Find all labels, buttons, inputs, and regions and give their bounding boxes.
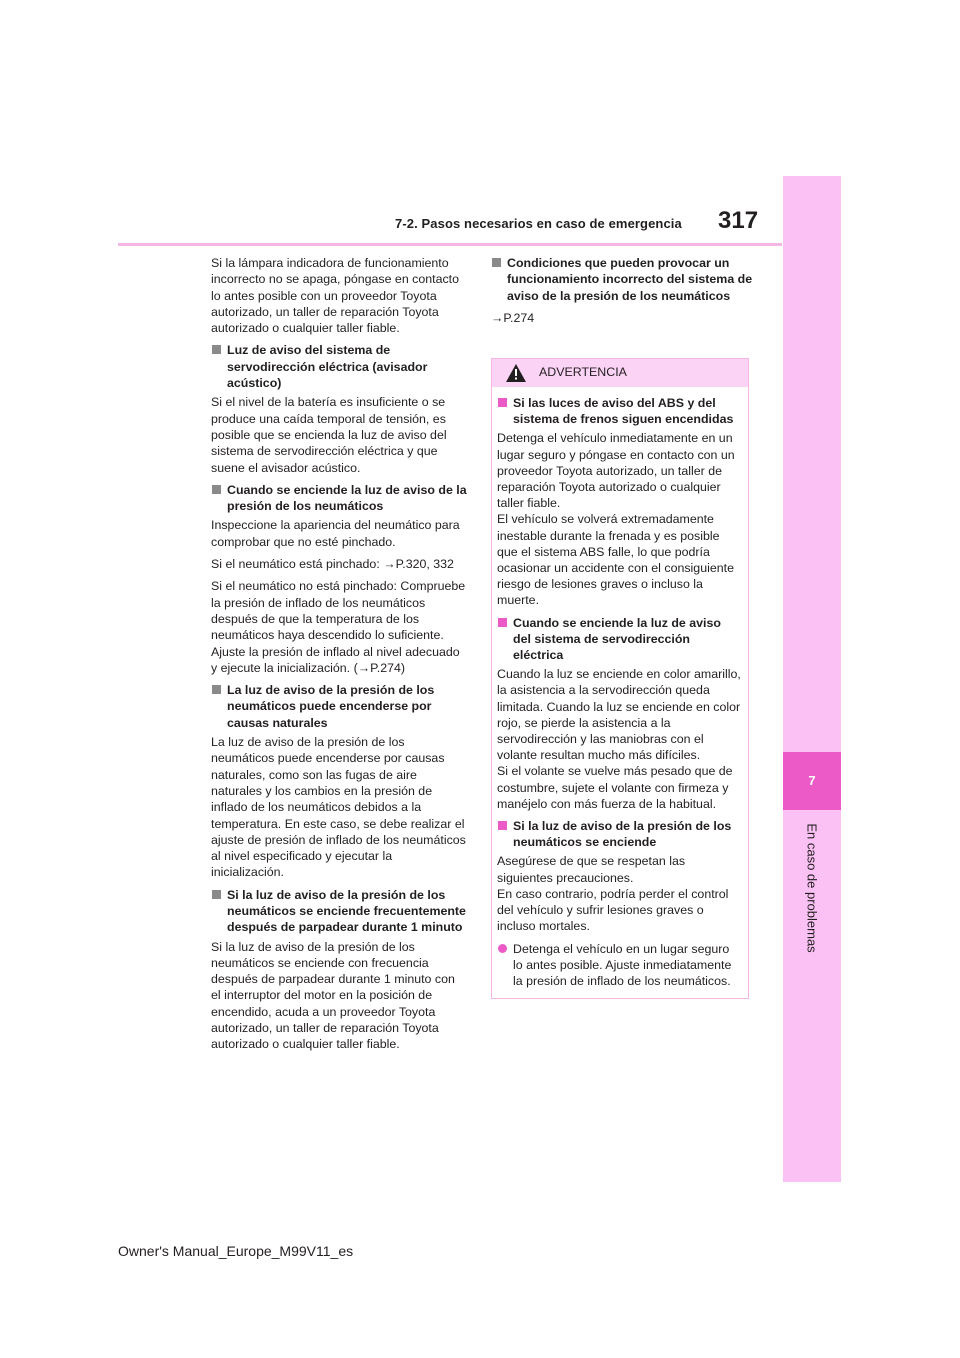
paragraph: La luz de aviso de la presión de los neumáticos puede encenderse por causas naturales, como son las fugas de aire naturales y los cambios en la presión de inflado de los neumáticos debidos a la temperatura. En este caso, se debe realizar el ajuste de presión de inflado de los neumáticos al nivel especificado y ejecutar la inicialización. — [211, 735, 466, 880]
warning-triangle-icon — [506, 364, 526, 382]
chapter-side-tab — [783, 176, 841, 1182]
warning-paragraph: Cuando la luz se enciende en color amarillo, la asistencia a la servodirección queda limitada. Cuando la luz se enciende en color rojo, se pierde la asistencia a la servodirección y las maniobras con el volante resultan mucho más difíciles. — [497, 667, 741, 763]
chapter-title: En caso de problemas — [804, 823, 820, 953]
warning-body — [492, 387, 748, 989]
warning-title: ADVERTENCIA — [539, 365, 627, 379]
heading-text: Cuando se enciende la luz de aviso de la presión de los neumáticos — [227, 482, 467, 514]
intro-paragraph: Si la lámpara indicadora de funcionamiento incorrecto no se apaga, póngase en contacto lo antes posible con un proveedor Toyota autorizado, un taller de reparación Toyota autorizado o cualquier taller fiable. — [211, 256, 459, 336]
warning-paragraph: Si el volante se vuelve más pesado que de costumbre, sujete el volante con firmeza y manéjelo con más fuerza de la habitual. — [497, 764, 733, 811]
heading-text: Si las luces de aviso del ABS y del sistema de frenos siguen encendidas — [513, 396, 734, 427]
round-bullet-icon — [498, 944, 507, 953]
warning-bullet — [497, 941, 741, 990]
warning-paragraph: Asegúrese de que se respetan las siguientes precauciones. — [497, 854, 686, 885]
heading-text: Condiciones que pueden provocar un funcionamiento incorrecto del sistema de aviso de la presión de los neumáticos — [507, 256, 753, 303]
square-bullet-icon — [498, 821, 507, 830]
warning-paragraph: En caso contrario, podría perder el control del vehículo y sufrir lesiones graves o incluso mortales. — [497, 886, 729, 934]
warning-heading — [497, 615, 741, 664]
heading-text: Si la luz de aviso de la presión de los neumáticos se enciende frecuentemente después de parpadear durante 1 minuto — [227, 887, 466, 935]
footer-manual-id: Owner's Manual_Europe_M99V11_es — [118, 1243, 354, 1259]
page-reference: →P.274 — [491, 310, 535, 325]
warning-heading — [497, 818, 741, 850]
paragraph: Si el neumático está pinchado: →P.320, 332 — [211, 557, 454, 572]
square-bullet-icon — [498, 398, 507, 407]
right-column — [491, 255, 753, 332]
chapter-number: 7 — [808, 773, 816, 788]
heading-text: Luz de aviso del sistema de servodirección eléctrica (avisador acústico) — [227, 343, 428, 391]
heading-text: Si la luz de aviso de la presión de los neumáticos se enciende — [513, 819, 732, 850]
left-column — [211, 255, 467, 1059]
heading-text: Cuando se enciende la luz de aviso del sistema de servodirección eléctrica — [513, 615, 721, 663]
square-bullet-icon — [212, 685, 221, 694]
warning-paragraph: Detenga el vehículo inmediatamente en un lugar seguro y póngase en contacto con un proveedor Toyota autorizado, un taller de reparación Toyota autorizado o cualquier taller fiable. — [497, 431, 735, 511]
section-heading — [211, 342, 467, 391]
header-divider — [118, 243, 782, 246]
square-bullet-icon — [492, 258, 501, 267]
section-heading — [211, 482, 467, 515]
square-bullet-icon — [212, 890, 221, 899]
warning-heading — [497, 395, 741, 427]
section-heading — [211, 682, 467, 731]
square-bullet-icon — [498, 618, 507, 627]
warning-header — [492, 359, 748, 387]
paragraph: Si el nivel de la batería es insuficiente o se produce una caída temporal de tensión, es posible que se encienda la luz de aviso del sistema de servodirección eléctrica y que suene el avisador acústico. — [211, 395, 447, 475]
paragraph: Inspeccione la apariencia del neumático para comprobar que no esté pinchado. — [211, 518, 460, 549]
paragraph: Si el neumático no está pinchado: Compruebe la presión de inflado de los neumáticos después de que la temperatura de los neumáticos haya descendido lo suficiente. Ajuste la presión de inflado al nivel adecuado y ejecute la inicialización. (→P.274) — [211, 579, 466, 675]
warning-paragraph: El vehículo se volverá extremadamente inestable durante la frenada y es posible que el sistema ABS falle, lo que podría ocasionar un accidente con el consiguiente riesgo de lesiones graves o incluso la muerte. — [497, 512, 734, 608]
bullet-text: Detenga el vehículo en un lugar seguro lo antes posible. Ajuste inmediatamente la presión de inflado de los neumáticos. — [513, 941, 732, 988]
square-bullet-icon — [212, 345, 221, 354]
section-title: 7-2. Pasos necesarios en caso de emergencia — [395, 216, 682, 231]
paragraph: Si la luz de aviso de la presión de los neumáticos se enciende con frecuencia después de parpadear durante 1 minuto con el interruptor del motor en la posición de encendido, acuda a un proveedor Toyota autorizado, un taller de reparación Toyota autorizado o cualquier taller fiable. — [211, 939, 455, 1052]
section-heading — [211, 887, 467, 936]
square-bullet-icon — [212, 485, 221, 494]
heading-text: La luz de aviso de la presión de los neumáticos puede encenderse por causas naturales — [227, 683, 435, 730]
section-heading — [491, 255, 753, 304]
warning-box — [491, 358, 749, 999]
page-number: 317 — [718, 207, 759, 234]
